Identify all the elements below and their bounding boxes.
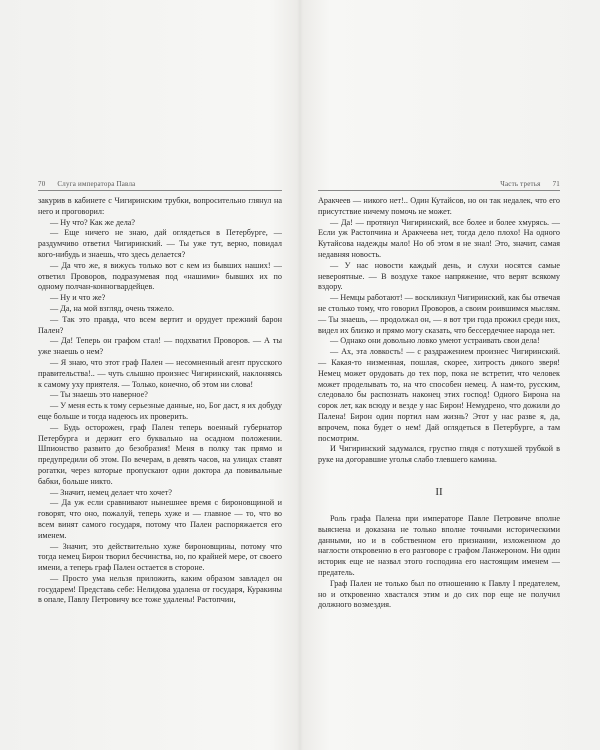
paragraph: — Значит, немец делает что хочет? [50,487,172,497]
paragraph: — Да! Теперь он графом стал! — подхватил Проворов. — А ты уже знаешь о нем? [38,336,282,357]
left-page-text [38,196,282,606]
paragraph: — Еще ничего не знаю, дай оглядеться в Петербурге, — раздумчиво ответил Чигиринский. — Ты уже тут, верно, повидал кого-нибудь и знаешь, что здесь делается? [38,228,282,259]
right-page-text [318,196,560,611]
paragraph: — Ну и что же? [50,293,106,303]
right-running-head [500,180,560,188]
paragraph: — У меня есть к тому серьезные данные, но, Бог даст, я их добуду еще больше и тогда надеюсь их проверить. [38,401,282,421]
right-page [300,0,600,750]
left-header-rule [38,190,282,191]
paragraph: И Чигиринский задумался, грустно глядя с потухшей трубкой в руке на догоравшие уголья слабо тлевшего камина. [318,444,560,465]
right-header-rule [318,190,560,191]
paragraph: — Да что же, я вижусь только вот с кем из бывших наших! — ответил Проворов, подразумевая под «нашими» бывших их по одному полчан-конногвардейцев. [38,260,282,292]
paragraph: — Так это правда, что всем вертит и орудует прежний барон Пален? [38,314,282,335]
paragraph: — Ты знаешь это наверное? [50,390,148,400]
left-page-number: 70 [38,180,46,188]
paragraph: — Ах, эта ловкость! — с раздражением произнес Чигиринский. — Какая-то низменная, пошлая, скорее, хитрость дикого зверя! Немец может орудовать до тех пор, пока не встретит, что человек может проделывать то, на что способен немец. А нам-то, русским, следовало бы распознать наконец этих господ! Одного Бирона на сорок лет, как всюду и везде у нас Бирон! Немудрено, что дожили до Палена! Бирон один портил нам жизнь? Этот у нас разве я, да, впрочем, пока будет о нем! Дай оглядеться в Петербурге, а там посмотрим. [318,347,560,443]
left-running-title: Слуга императора Павла [57,180,136,188]
paragraph: — Будь осторожен, граф Пален теперь военный губернатор Петербурга и держит его буквально на осадном положении. Шпионство развито до безобразия! Меня в полку так прямо и предупредили об этом. По вечерам, в девять часов, на улицах ставят рогатки, через которые пропускают одни доктора да повивальные бабки, больше никто. [38,422,282,486]
paragraph: — Просто ума нельзя приложить, каким образом завладел он государем! Представь себе: Нелидова удалена от государя, Куракины в опале, Павлу Петровичу все тоже удалены! Растопчин, [38,573,282,605]
right-running-title: Часть третья [500,180,541,188]
paragraph: — Немцы работают! — воскликнул Чигиринский, как бы отвечая не столько тому, что говорил Проворов, а своим роившимся мыслям. — Ты знаешь, — продолжал он, — я вот три года прожил среди них, видел их близко и прямо могу сказать, что бессердечнее народа нет. [318,293,560,335]
paragraph: — Да! — протянул Чигиринский, все более и более хмурясь. — Если уж Растопчина и Аракчеева нет, тогда дело плохо! На одного Кутайсова надежды мало! Но об этом я не знал! Это, значит, самая недавняя новость. [318,217,560,259]
left-running-head [38,180,135,188]
section-heading: II [435,485,443,498]
paragraph: — Ну что? Как же дела? [50,217,136,227]
right-page-number: 71 [552,180,560,188]
paragraph: Аракчеев — никого нет!.. Один Кутайсов, но он так недалек, что его присутствие ничему помочь не может. [318,196,560,216]
paragraph: — Я знаю, что этот граф Пален — несомненный агент прусского правительства!.. — чуть слышно произнес Чигиринский, наклоняясь к самому уху приятеля. — Только, конечно, об этом ни слова! [38,357,282,389]
paragraph: — Значит, это действительно хуже бироновщины, потому что тогда немец Бирон творил бесчинства, но, по крайней мере, от своего имени, а теперь граф Пален остается в стороне. [38,541,282,573]
paragraph: Граф Пален не только был по отношению к Павлу I предателем, но и откровенно хвастался этим и до сих пор еще не получил должного возмездия. [318,578,560,610]
paragraph: — У нас новости каждый день, и слухи носятся самые невероятные. — В воздухе такое напряжение, что верят всякому вздору. [318,260,560,292]
paragraph: Роль графа Палена при императоре Павле Петровиче вполне выяснена и доказана не только вполне точными историческими данными, но и в собственном его признании, изложенном до наглости откровенно в его разговоре с графом Ланжероном. Ни один историк еще не назвал этого господина его настоящим именем — предатель. [318,513,560,577]
paragraph: — Да, на мой взгляд, очень тяжело. [50,303,174,313]
paragraph: — Да уж если сравнивают нынешнее время с бироновщиной и говорят, что оно, пожалуй, теперь хуже и — главное — то, что во всем винят самого государя, потому что Пален распоряжается его именем. [38,498,282,540]
paragraph: закурив в кабинете с Чигиринским трубки, вопросительно глянул на него и проговорил: [38,196,282,216]
paragraph: — Однако они довольно ловко умеют устраивать свои дела! [330,336,540,346]
